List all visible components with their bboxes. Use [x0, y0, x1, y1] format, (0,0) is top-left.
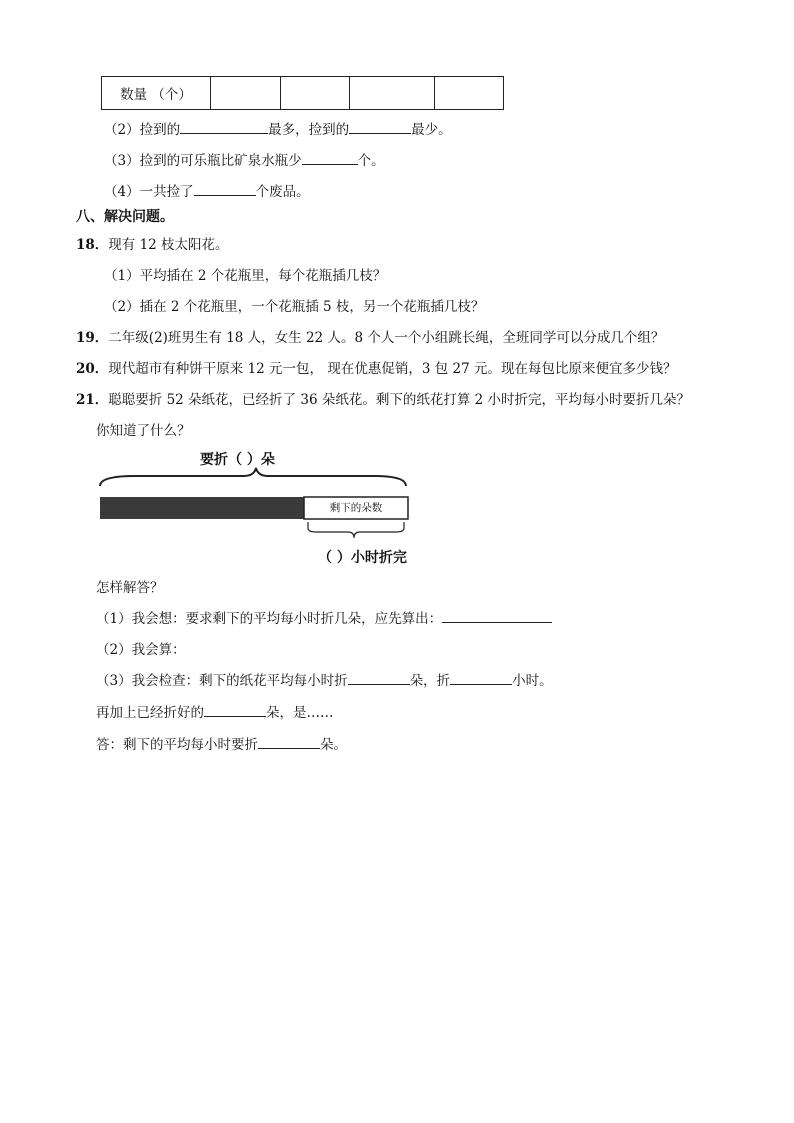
- q21-answer-text-b: 朵。: [320, 737, 347, 753]
- question-number: 21．: [76, 392, 109, 408]
- q19-stem: [76, 326, 664, 346]
- answer-blank[interactable]: [194, 181, 256, 196]
- answer-blank[interactable]: [349, 119, 411, 134]
- q21-how: 怎样解答？: [96, 580, 164, 596]
- count-table: [101, 76, 504, 110]
- q21-answer-text-a: 答：剩下的平均每小时要折: [96, 737, 258, 753]
- bottom-brace: [308, 522, 404, 538]
- q21-check-text-a: （3）我会检查：剩下的纸花平均每小时折: [96, 673, 348, 689]
- question-number: 19．: [76, 330, 109, 346]
- table-cell[interactable]: [350, 77, 435, 110]
- table-cell[interactable]: [281, 77, 350, 110]
- q18-part1: （1）平均插在 2 个花瓶里，每个花瓶插几枝？: [104, 268, 387, 284]
- q21-check: [96, 669, 553, 689]
- question-text: 现有 12 枝太阳花。: [108, 237, 229, 253]
- q17-part4: [104, 180, 310, 200]
- table-cell[interactable]: [435, 77, 504, 110]
- question-text: 现代超市有种饼干原来 12 元一包， 现在优惠促销，3 包 27 元。现在每包比原来便宜多少钱？: [108, 361, 677, 377]
- q21-check-text-b: 朵，折: [409, 673, 451, 689]
- q20-stem: [76, 357, 677, 377]
- q17-part3-text-a: （3）捡到的可乐瓶比矿泉水瓶少: [104, 153, 302, 169]
- answer-blank[interactable]: [450, 670, 512, 685]
- q21-add: [96, 701, 334, 721]
- answer-blank[interactable]: [302, 150, 358, 165]
- q21-know: 你知道了什么？: [96, 423, 191, 439]
- section-title: 八、解决问题。: [76, 209, 174, 225]
- question-text: 二年级(2)班男生有 18 人，女生 22 人。8 个人一个小组跳长绳，全班同学可以分成几个组？: [108, 330, 665, 346]
- q21-think-text: （1）我会想：要求剩下的平均每小时折几朵，应先算出：: [96, 611, 443, 627]
- q17-part2-text-b: 最多，捡到的: [268, 122, 350, 138]
- q21-answer: [96, 733, 347, 753]
- q18-stem: [76, 233, 229, 253]
- answer-blank[interactable]: [180, 119, 268, 134]
- answer-blank[interactable]: [348, 670, 410, 685]
- table-cell[interactable]: [211, 77, 281, 110]
- q17-part4-text-b: 个废品。: [255, 184, 310, 200]
- diagram-top-label: 要折（ ）朵: [200, 452, 275, 468]
- question-number: 20．: [76, 361, 109, 377]
- question-text: 聪聪要折 52 朵纸花，已经折了 36 朵纸花。剩下的纸花打算 2 小时折完，平均每小时要折几朵？: [108, 392, 690, 408]
- q21-calc: （2）我会算：: [96, 642, 186, 658]
- table-row-label: 数量 （个）: [102, 77, 211, 110]
- answer-blank[interactable]: [258, 734, 320, 749]
- q18-part2: （2）插在 2 个花瓶里，一个花瓶插 5 枝，另一个花瓶插几枝？: [104, 299, 485, 315]
- q21-check-text-c: 小时。: [512, 673, 553, 689]
- top-brace: [100, 468, 406, 486]
- q21-add-text-a: 再加上已经折好的: [96, 705, 204, 721]
- table-row: [102, 77, 504, 110]
- q17-part3-text-b: 个。: [357, 153, 385, 169]
- remaining-label: 剩下的朵数: [329, 502, 383, 514]
- q21-stem: [76, 388, 690, 408]
- folded-segment: [100, 497, 304, 519]
- q17-part2-text-a: （2）捡到的: [104, 122, 181, 138]
- diagram-bottom-label: （ ）小时折完: [318, 550, 407, 566]
- answer-blank[interactable]: [204, 702, 266, 717]
- q21-add-text-b: 朵，是……: [266, 705, 334, 721]
- q21-think: [96, 607, 552, 627]
- q17-part3: [104, 149, 385, 169]
- q17-part2: [104, 118, 452, 138]
- q17-part4-text-a: （4）一共捡了: [104, 184, 194, 200]
- answer-blank[interactable]: [442, 608, 552, 623]
- q17-part2-text-c: 最少。: [411, 122, 452, 138]
- question-number: 18．: [76, 237, 109, 253]
